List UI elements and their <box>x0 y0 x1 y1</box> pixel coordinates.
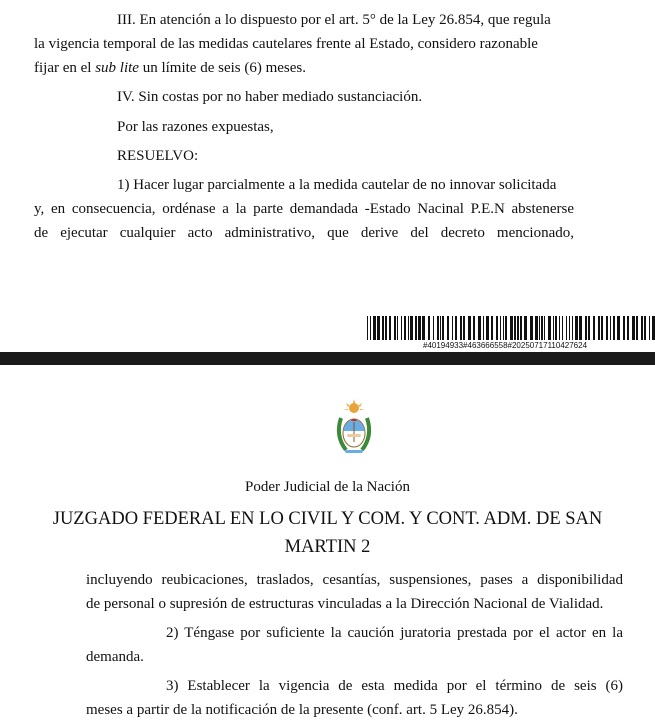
para-iii-line-3-start: fijar en el <box>34 60 96 76</box>
para-iii-line-1: III. En atención a lo dispuesto por el art. 5° de la Ley 26.854, que regula <box>117 12 551 28</box>
argentina-coat-of-arms-icon <box>332 398 376 458</box>
para-iv: IV. Sin costas por no haber mediado sustanciación. <box>117 89 423 105</box>
item-3-line-2: meses a partir de la notificación de la presente (conf. art. 5 Ley 26.854). <box>86 702 518 718</box>
page-separator <box>0 352 655 365</box>
item-1-line-2: y, en consecuencia, ordénase a la parte demandada -Estado Nacinal P.E.N abstenerse <box>34 201 574 217</box>
barcode-icon <box>367 316 655 340</box>
court-name-line-1: JUZGADO FEDERAL EN LO CIVIL Y COM. Y CONT. ADM. DE SAN <box>52 509 603 529</box>
item-1-cont-line-2: de personal o supresión de estructuras vinculadas a la Dirección Nacional de Vialidad. <box>86 596 604 612</box>
resolvelo-heading: RESUELVO: <box>117 148 199 164</box>
sun-rays <box>343 399 365 413</box>
reasons-line: Por las razones expuestas, <box>117 119 274 135</box>
item-3-line-1: 3) Establecer la vigencia de esta medida por el término de seis (6) <box>166 678 623 694</box>
court-name-line-2: MARTIN 2 <box>284 537 371 557</box>
para-iii-line-3 <box>34 59 306 77</box>
sub-lite-italic: sub lite <box>95 60 139 76</box>
item-1-cont-line-1: incluyendo reubicaciones, traslados, cesantías, suspensiones, pases a disponibilidad <box>86 572 623 588</box>
item-1-line-1: 1) Hacer lugar parcialmente a la medida cautelar de no innovar solicitada <box>117 177 557 193</box>
item-2-line-2: demanda. <box>86 649 144 665</box>
item-1-line-3: de ejecutar cualquier acto administrativo, que derive del decreto mencionado, <box>34 225 574 241</box>
para-iii-line-2: la vigencia temporal de las medidas cautelares frente al Estado, considero razonable <box>34 36 538 52</box>
item-2-line-1: 2) Téngase por suficiente la caución juratoria prestada por el actor en la <box>166 625 623 641</box>
para-iii-line-3-end: un límite de seis (6) meses. <box>138 60 307 76</box>
barcode-number: #40194933#463666558#20250717110427624 <box>423 341 588 350</box>
court-office: Poder Judicial de la Nación <box>245 479 410 495</box>
